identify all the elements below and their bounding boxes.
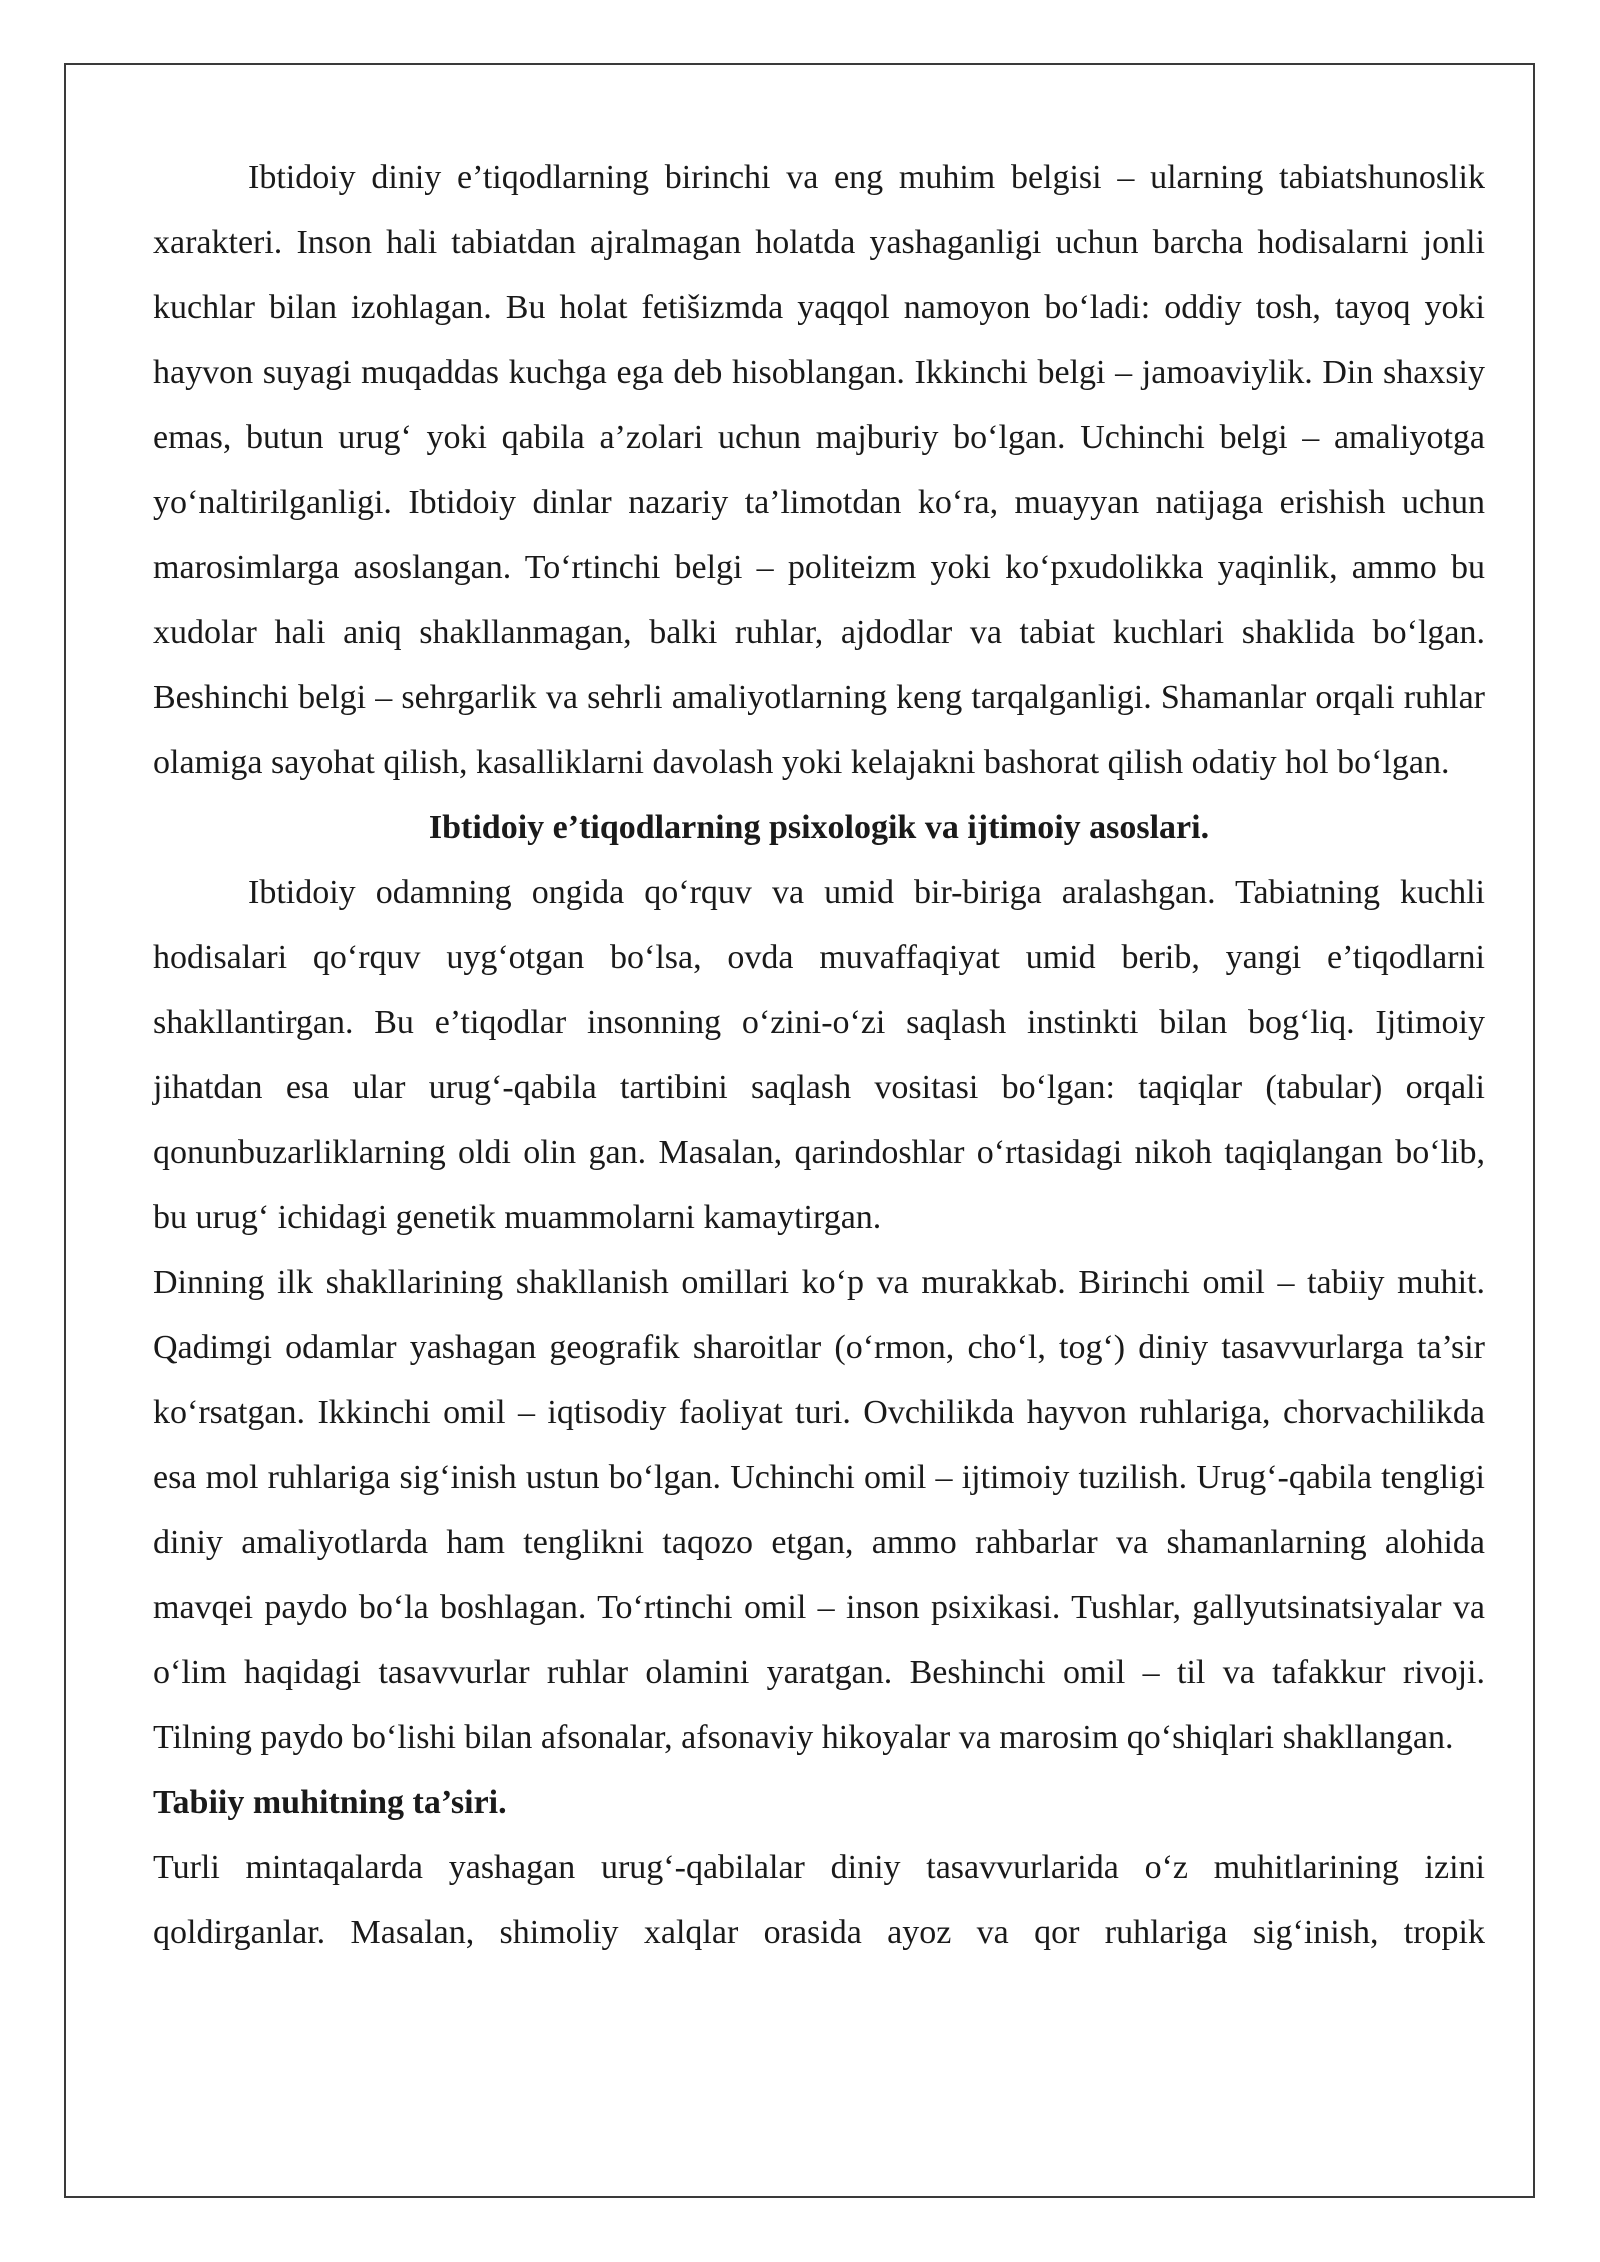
paragraph-formation-factors: Dinning ilk shakllarining shakllanish omillari koʻp va murakkab. Birinchi omil – tabiiy muhit. Qadimgi odamlar yashagan geografik sharoitlar (oʻrmon, choʻl, togʻ) diniy tasavvurlarga ta’sir koʻrsatgan. Ikkinchi omil – iqtisodiy faoliyat turi. Ovchilikda hayvon ruhlariga, chorvachilikda esa mol ruhlariga sigʻinish ustun boʻlgan. Uchinchi omil – ijtimoiy tuzilish. Urugʻ-qabila tengligi diniy amaliyotlarda ham tenglikni taqozo etgan, ammo rahbarlar va shamanlarning alohida mavqei paydo boʻla boshlagan. Toʻrtinchi omil – inson psixikasi. Tushlar, gallyutsinatsiyalar va oʻlim haqidagi tasavvurlar ruhlar olamini yaratgan. Beshinchi omil – til va tafakkur rivoji. Tilning paydo boʻlishi bilan afsonalar, afsonaviy hikoyalar va marosim qoʻshiqlari shakllangan. <box>153 1264 1485 1756</box>
section-heading-natural-environment: Tabiiy muhitning ta’siri. <box>153 1784 507 1821</box>
paragraph-fear-and-hope: Ibtidoiy odamning ongida qoʻrquv va umid bir-biriga aralashgan. Tabiatning kuchli hodisalari qoʻrquv uygʻotgan boʻlsa, ovda muvaffaqiyat umid berib, yangi e’tiqodlarni shakllantirgan. Bu e’tiqodlar insonning oʻzini-oʻzi saqlash instinkti bilan bogʻliq. Ijtimoiy jihatdan esa ular urugʻ-qabila tartibini saqlash vositasi boʻlgan: taqiqlar (tabular) orqali qonunbuzarliklarning oldi olin gan. Masalan, qarindoshlar oʻrtasidagi nikoh taqiqlangan boʻlib, bu urugʻ ichidagi genetik muammolarni kamaytirgan. <box>153 874 1485 1236</box>
paragraph-first-signs: Ibtidoiy diniy e’tiqodlarning birinchi va eng muhim belgisi – ularning tabiatshunoslik xarakteri. Inson hali tabiatdan ajralmagan holatda yashaganligi uchun barcha hodisalarni jonli kuchlar bilan izohlagan. Bu holat fetišizmda yaqqol namoyon boʻladi: oddiy tosh, tayoq yoki hayvon suyagi muqaddas kuchga ega deb hisoblangan. Ikkinchi belgi – jamoaviylik. Din shaxsiy emas, butun urugʻ yoki qabila a’zolari uchun majburiy boʻlgan. Uchinchi belgi – amaliyotga yoʻnaltirilganligi. Ibtidoiy dinlar nazariy ta’limotdan koʻra, muayyan natijaga erishish uchun marosimlarga asoslangan. Toʻrtinchi belgi – politeizm yoki koʻpxudolikka yaqinlik, ammo bu xudolar hali aniq shakllanmagan, balki ruhlar, ajdodlar va tabiat kuchlari shaklida boʻlgan. Beshinchi belgi – sehrgarlik va sehrli amaliyotlarning keng tarqalganligi. Shamanlar orqali ruhlar olamiga sayohat qilish, kasalliklarni davolash yoki kelajakni bashorat qilish odatiy hol boʻlgan. <box>153 159 1485 781</box>
paragraph-regional-tribes: Turli mintaqalarda yashagan urugʻ-qabilalar diniy tasavvurlarida oʻz muhitlarining izini qoldirganlar. Masalan, shimoliy xalqlar orasida ayoz va qor ruhlariga sigʻinish, tropik <box>153 1849 1485 1951</box>
section-heading-psychological-social: Ibtidoiy e’tiqodlarning psixologik va ijtimoiy asoslari. <box>428 809 1210 846</box>
document-body <box>153 145 1485 1965</box>
